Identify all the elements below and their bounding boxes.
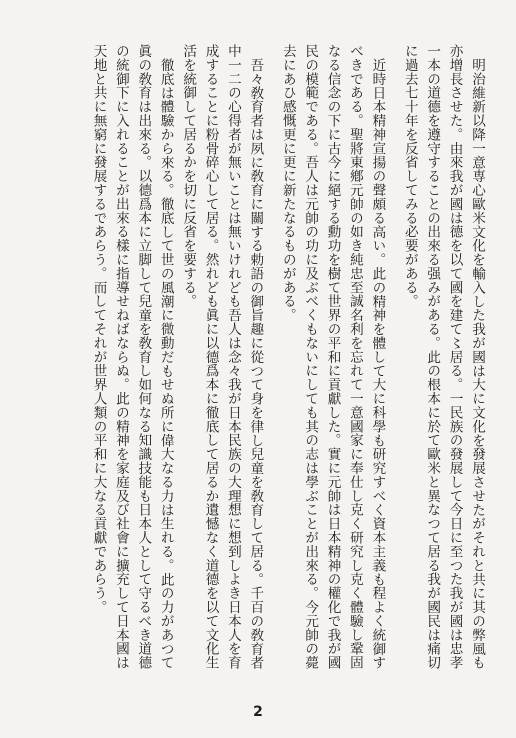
paragraph-2: 近時日本精神宣揚の聲頗る高い。此の精神を體して大に科學も研究すべく資本主義も程よく統御すべきである。聖將東鄕元帥の如き純忠至誠名利を忘れて一意國家に奉仕し克く研究し克く體驗し鞏固なる信念の下に古今に絕する勳功を樹て世界の平和に貢獻した。實に元帥は日本精神の權化で我が國民の模範である。吾人は元帥の功に及ぶべくもないにしても其の志は學ぶことが出來る。今元帥の薨去にあひ感慨更に更に新たなるものがある。 xyxy=(279,44,386,670)
body-text xyxy=(18,44,488,680)
paragraph-3: 吾々敎育者は夙に敎育に關する勅語の御旨趣に從つて身を律し兒童を敎育して居る。千百の敎育者中一二の心得者が無いことは無いけれども吾人は念々我が日本民族の大理想に想到しよき日本人を育成することに粉骨碎心して居る。然れども眞に以德爲本に徹底して居るか遺憾なく道德を以て文化生活を統御して居るかを切に反省を要する。 xyxy=(180,44,264,670)
page-number: 2 xyxy=(253,704,263,720)
paragraph-4: 徹底は體驗から來る。徹底して世の風潮に微動だもせぬ所に偉大なる力は生れる。此の力があつて眞の敎育は出來る。以德爲本に立脚して兒童を敎育し如何なる知識技能も日本人として守るべき道德の統御下に入れることが出來る樣に指導せねばならぬ。此の精神を家庭及び社會に擴充して日本國は天地と共に無窮に發展するであらう。而してそれが世界人類の平和に大なる貢獻であらう。 xyxy=(90,44,174,670)
paragraph-1: 明治維新以降一意専心歐米文化を輸入した我が國は大に文化を發展させたがそれと共に其の弊風も亦增長させた。由來我が國は德を以て國を建て〻居る。一民族の發展して今日に至つた我が國は忠孝一本の道德を遵守することの出來る强みがある。此の根本に於て歐米と異なつて居る我が國民は痛切に過去七十年を反省してみる必要がある。 xyxy=(401,44,485,670)
